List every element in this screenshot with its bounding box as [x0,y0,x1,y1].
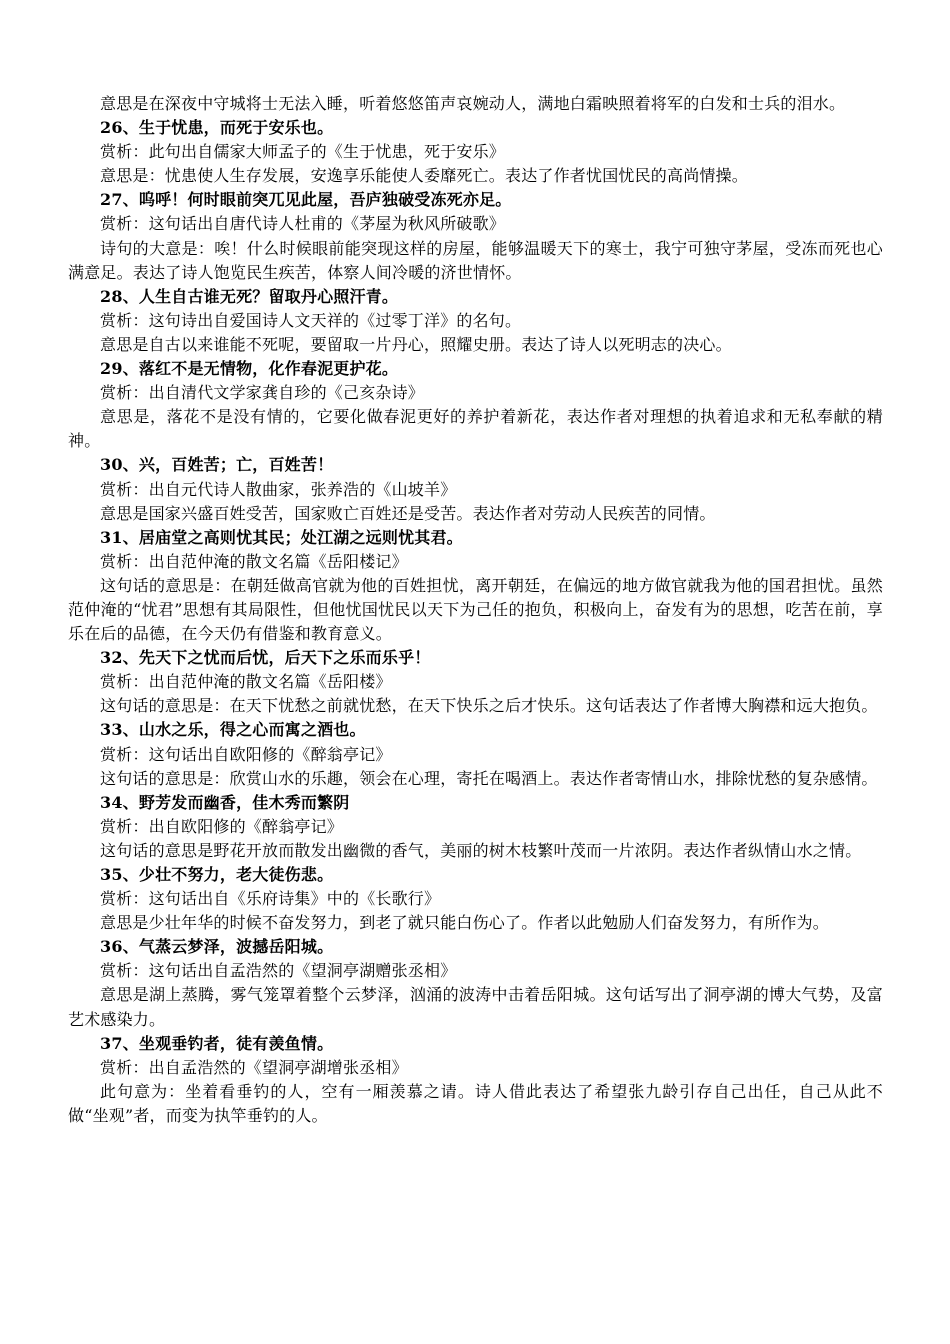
quote-heading: 26、生于忧患，而死于安乐也。 [100,118,334,138]
paragraph: 这句话的意思是：在朝廷做高官就为他的百姓担忧，离开朝廷，在偏远的地方做官就我为他的国君担忧。虽然范仲淹的“忧君”思想有其局限性，但他忧国忧民以天下为己任的抱负，积极向上，奋发有为的思想，吃苦在前，享乐在后的品德，在今天仍有借鉴和教育意义。 [68,575,883,644]
paragraph: 意思是自古以来谁能不死呢，要留取一片丹心，照耀史册。表达了诗人以死明志的决心。 [100,334,732,354]
paragraph: 意思是，落花不是没有情的，它要化做春泥更好的养护着新花，表达作者对理想的执着追求和无私奉献的精神。 [68,407,883,451]
paragraph: 这句话的意思是野花开放而散发出幽微的香气，美丽的树木枝繁叶茂而一片浓阴。表达作者纵情山水之情。 [100,840,862,860]
paragraph: 意思是少壮年华的时候不奋发努力，到老了就只能白伤心了。作者以此勉励人们奋发努力，有所作为。 [100,913,830,933]
paragraph: 这句话的意思是：欣赏山水的乐趣，领会在心理，寄托在喝酒上。表达作者寄情山水，排除忧愁的复杂感情。 [100,768,878,788]
quote-heading: 31、居庙堂之高则忧其民；处江湖之远则忧其君。 [100,527,463,547]
quote-heading: 36、气蒸云梦泽，波撼岳阳城。 [100,937,334,957]
paragraph: 赏析：出自范仲淹的散文名篇《岳阳楼记》 [100,551,408,571]
paragraph: 意思是：忧患使人生存发展，安逸享乐能使人委靡死亡。表达了作者忧国忧民的高尚情操。 [100,166,749,186]
quote-heading: 32、先天下之忧而后忧，后天下之乐而乐乎！ [100,648,431,668]
paragraph: 赏析：此句出自儒家大师孟子的《生于忧患，死于安乐》 [100,142,506,162]
paragraph: 赏析：这句诗出自爱国诗人文天祥的《过零丁洋》的名句。 [100,310,522,330]
paragraph: 赏析：这句话出自欧阳修的《醉翁亭记》 [100,744,392,764]
quote-heading: 30、兴，百姓苦；亡，百姓苦！ [100,455,334,475]
quote-heading: 29、落红不是无情物，化作春泥更护花。 [100,359,399,379]
paragraph: 赏析：出自清代文学家龚自珍的《己亥杂诗》 [100,383,425,403]
quote-heading: 34、野芳发而幽香，佳木秀而繁阴 [100,792,350,812]
document-page [68,92,883,1128]
quote-heading: 27、呜呼！何时眼前突兀见此屋，吾庐独破受冻死亦足。 [100,190,512,210]
quote-heading: 35、少壮不努力，老大徒伤悲。 [100,865,334,884]
paragraph: 赏析：这句话出自孟浩然的《望洞亭湖赠张丞相》 [100,961,457,981]
paragraph: 赏析：出自孟浩然的《望洞亭湖增张丞相》 [100,1057,408,1077]
paragraph: 意思是在深夜中守城将士无法入睡，听着悠悠笛声哀婉动人，满地白霜映照着将军的白发和士兵的泪水。 [100,94,846,113]
quote-heading: 33、山水之乐，得之心而寓之酒也。 [100,720,366,740]
paragraph: 意思是湖上蒸腾，雾气笼罩着整个云梦泽，汹涌的波涛中击着岳阳城。这句话写出了洞亭湖的博大气势，及富艺术感染力。 [68,985,883,1029]
paragraph: 赏析：出自欧阳修的《醉翁亭记》 [100,816,344,836]
paragraph: 赏析：出自元代诗人散曲家，张养浩的《山坡羊》 [100,479,457,499]
paragraph: 这句话的意思是：在天下忧愁之前就忧愁，在天下快乐之后才快乐。这句话表达了作者博大胸襟和远大抱负。 [100,696,878,716]
quote-heading: 37、坐观垂钓者，徒有羡鱼情。 [100,1033,334,1053]
paragraph: 意思是国家兴盛百姓受苦，国家败亡百姓还是受苦。表达作者对劳动人民疾苦的同情。 [100,503,716,523]
paragraph: 赏析：这句话出自唐代诗人杜甫的《茅屋为秋风所破歌》 [100,214,506,234]
paragraph: 诗句的大意是：唉！什么时候眼前能突现这样的房屋，能够温暖天下的寒士，我宁可独守茅屋，受冻而死也心满意足。表达了诗人饱览民生疾苦，体察人间冷暖的济世情怀。 [68,238,883,282]
quote-heading: 28、人生自古谁无死？留取丹心照汗青。 [100,286,399,306]
paragraph: 赏析：出自范仲淹的散文名篇《岳阳楼》 [100,672,392,692]
paragraph: 赏析：这句话出自《乐府诗集》中的《长歌行》 [100,889,441,909]
paragraph: 此句意为：坐着看垂钓的人，空有一厢羡慕之请。诗人借此表达了希望张九龄引存自己出任，自己从此不做“坐观”者，而变为执竿垂钓的人。 [68,1081,883,1125]
